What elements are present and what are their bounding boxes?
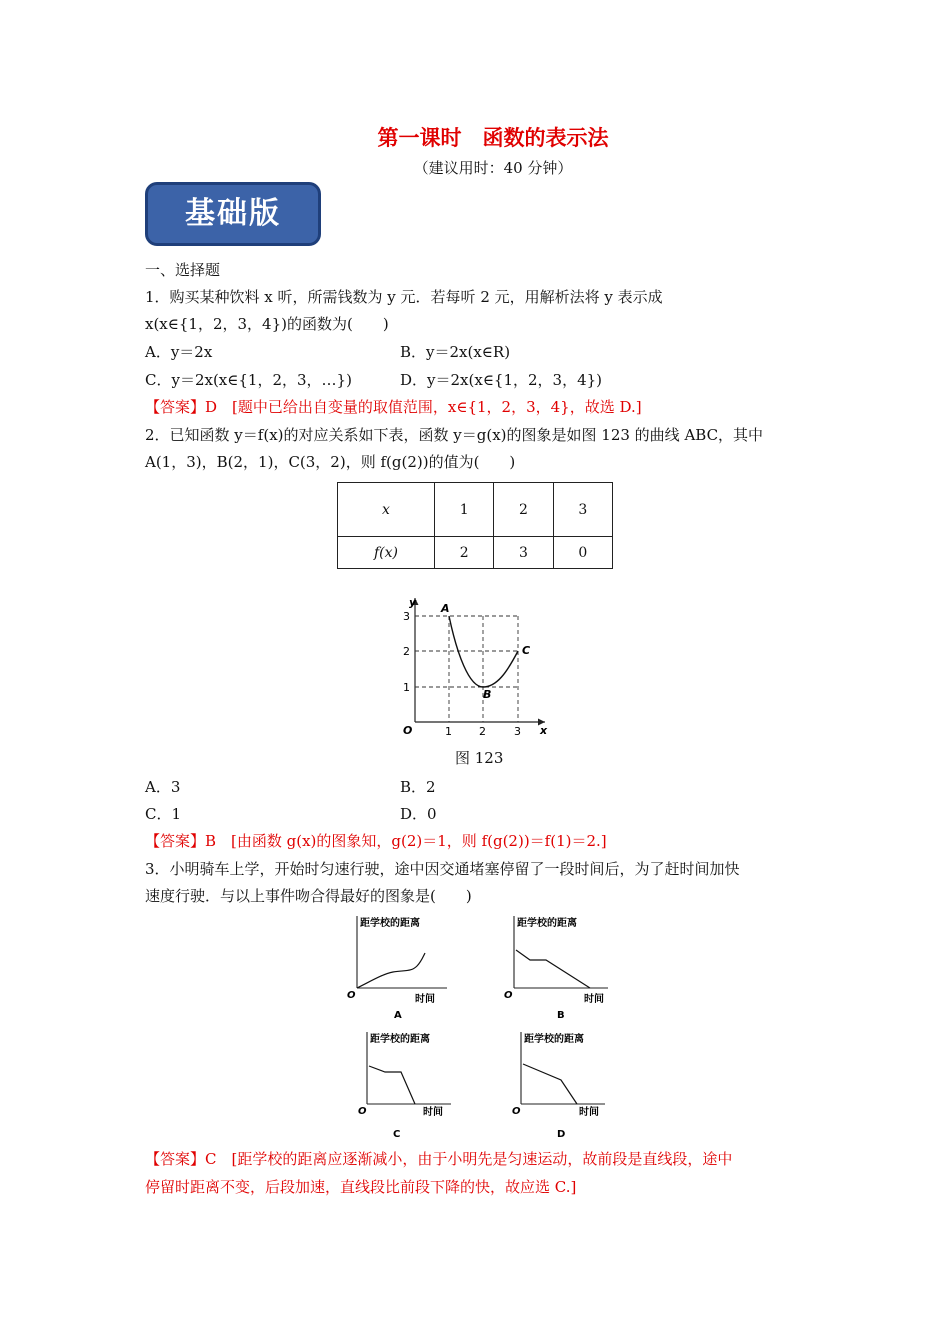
y-tick-label: 1 bbox=[403, 681, 410, 694]
x-tick-label: 1 bbox=[445, 725, 452, 738]
q2-option-b: B．2 bbox=[400, 778, 436, 796]
q3-answer-line2: 停留时距离不变，后段加速，直线段比前段下降的快，故应选 C.] bbox=[145, 1178, 577, 1196]
q1-option-c: C．y＝2x(x∈{1，2，3，…}) bbox=[145, 371, 352, 389]
q3-stem-line2: 速度行驶．与以上事件吻合得最好的图象是( ) bbox=[145, 887, 472, 905]
curve-abc bbox=[449, 616, 518, 687]
x-axis-label: 时间 bbox=[579, 1107, 599, 1118]
q2-option-d: D．0 bbox=[400, 805, 437, 823]
table-row bbox=[338, 537, 613, 569]
q2-option-c: C．1 bbox=[145, 805, 182, 823]
y-axis-label: 距学校的距离 bbox=[360, 918, 420, 929]
x-axis-label: x bbox=[540, 724, 548, 737]
origin-label: O bbox=[347, 990, 356, 1001]
table-cell: f(x) bbox=[338, 537, 435, 569]
distance-curve bbox=[357, 953, 425, 988]
q3-answer-line1: 【答案】C [距学校的距离应逐渐减小，由于小明先是匀速运动，故前段是直线段，途中 bbox=[145, 1150, 733, 1168]
x-axis-label: 时间 bbox=[584, 994, 604, 1005]
q2-stem-line1: 2．已知函数 y＝f(x)的对应关系如下表，函数 y＝g(x)的图象是如图 123 的曲线 ABC，其中 bbox=[145, 426, 764, 444]
point-label-b: B bbox=[483, 688, 492, 701]
origin-label: O bbox=[403, 724, 413, 737]
table-cell: 3 bbox=[494, 537, 553, 569]
option-graph-a bbox=[343, 912, 453, 1024]
option-graph-b bbox=[500, 912, 615, 1024]
point-label-c: C bbox=[522, 644, 531, 657]
graph-caption: B bbox=[557, 1010, 565, 1021]
section-heading: 一、选择题 bbox=[145, 261, 221, 279]
option-graph-d bbox=[507, 1028, 612, 1143]
option-graph-c bbox=[353, 1028, 458, 1143]
suggested-time: （建议用时：40 分钟） bbox=[413, 159, 573, 177]
figure-caption: 图 123 bbox=[455, 749, 504, 767]
x-tick-label: 3 bbox=[514, 725, 521, 738]
point-label-a: A bbox=[441, 602, 450, 615]
q1-option-b: B．y＝2x(x∈R) bbox=[400, 343, 511, 361]
table-cell: x bbox=[338, 483, 435, 537]
x-tick-label: 2 bbox=[479, 725, 486, 738]
function-table bbox=[337, 482, 613, 569]
table-cell: 3 bbox=[553, 483, 612, 537]
table-cell: 2 bbox=[494, 483, 553, 537]
q1-option-d: D．y＝2x(x∈{1，2，3，4}) bbox=[400, 371, 603, 389]
q3-stem-line1: 3．小明骑车上学，开始时匀速行驶，途中因交通堵塞停留了一段时间后，为了赶时间加快 bbox=[145, 860, 740, 878]
q2-answer: 【答案】B [由函数 g(x)的图象知，g(2)＝1，则 f(g(2))＝f(1)＝2.] bbox=[145, 832, 607, 850]
q1-stem-line2: x(x∈{1，2，3，4})的函数为( ) bbox=[145, 315, 389, 333]
q2-stem-line2: A(1，3)，B(2，1)，C(3，2)，则 f(g(2))的值为( ) bbox=[145, 453, 516, 471]
table-header-row bbox=[338, 483, 613, 537]
q1-answer: 【答案】D [题中已给出自变量的取值范围，x∈{1，2，3，4}，故选 D.] bbox=[145, 398, 642, 416]
y-tick-label: 2 bbox=[403, 645, 410, 658]
dashed-gridlines bbox=[415, 616, 518, 722]
q2-option-a: A．3 bbox=[145, 778, 181, 796]
y-axis-label: 距学校的距离 bbox=[517, 918, 577, 929]
figure-123-graph bbox=[395, 592, 555, 742]
x-axis-label: 时间 bbox=[415, 994, 435, 1005]
level-banner: 基础版 bbox=[145, 182, 321, 246]
distance-curve bbox=[516, 950, 590, 988]
q1-option-a: A．y＝2x bbox=[145, 343, 213, 361]
origin-label: O bbox=[512, 1106, 521, 1117]
y-axis-label: y bbox=[409, 596, 417, 609]
y-tick-label: 3 bbox=[403, 610, 410, 623]
graph-caption: A bbox=[394, 1010, 402, 1021]
origin-label: O bbox=[358, 1106, 367, 1117]
q1-stem-line1: 1．购买某种饮料 x 听，所需钱数为 y 元．若每听 2 元，用解析法将 y 表示成 bbox=[145, 288, 663, 306]
table-cell: 0 bbox=[553, 537, 612, 569]
page-title: 第一课时 函数的表示法 bbox=[377, 126, 609, 150]
table-cell: 1 bbox=[435, 483, 494, 537]
x-axis-label: 时间 bbox=[423, 1107, 443, 1118]
table-cell: 2 bbox=[435, 537, 494, 569]
distance-curve bbox=[369, 1066, 415, 1104]
y-axis-label: 距学校的距离 bbox=[370, 1034, 430, 1045]
graph-caption: C bbox=[393, 1129, 401, 1140]
y-axis-label: 距学校的距离 bbox=[524, 1034, 584, 1045]
distance-curve bbox=[523, 1064, 577, 1104]
graph-caption: D bbox=[557, 1129, 566, 1140]
origin-label: O bbox=[504, 990, 513, 1001]
